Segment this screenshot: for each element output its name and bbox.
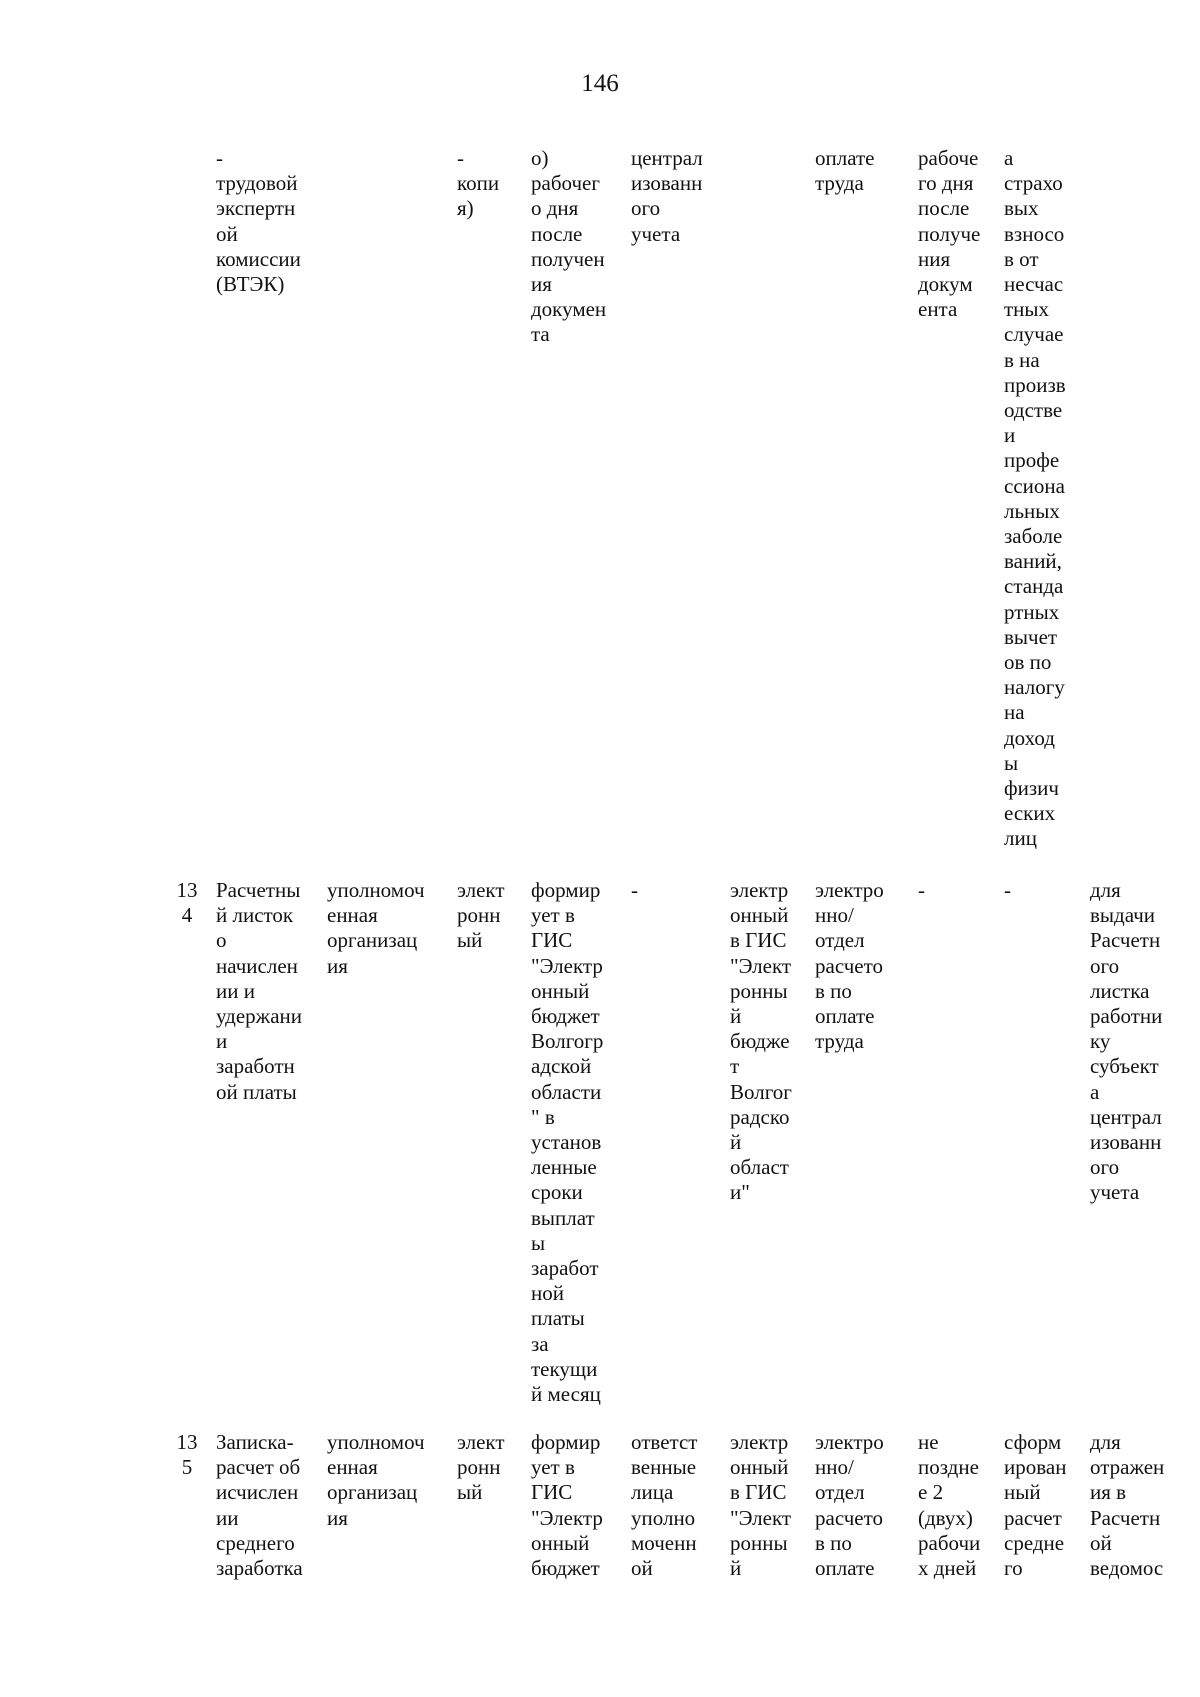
table-cell: сформ ирован ный расчет средне го xyxy=(1004,1430,1067,1581)
table-cell: элект ронн ый xyxy=(457,1430,505,1505)
table-cell: Записка- расчет об исчислен ии среднего заработка xyxy=(216,1430,303,1581)
table-cell: электро нно/ отдел расчето в по оплате труда xyxy=(815,878,884,1054)
table-cell: а страхо вых взносо в от несчас тных случае в на произв одстве и профе ссиона льных заболе ваний, станда ртных вычет ов по налогу на доход ы физич еских лиц xyxy=(1004,146,1066,851)
table-cell: электр онный в ГИС "Элект ронны й xyxy=(730,1430,792,1581)
table-cell: уполномоч енная организац ия xyxy=(327,878,425,978)
table-cell: формир ует в ГИС "Электр онный бюджет Волгогр адской области " в установ ленные сроки выплат ы заработ ной платы за текущи й месяц xyxy=(531,878,604,1407)
table-cell: - копи я) xyxy=(457,146,500,221)
table-cell: не поздне е 2 (двух) рабочи х дней xyxy=(918,1430,981,1581)
table-cell: электр онный в ГИС "Элект ронны й бюдже т Волгог радско й област и" xyxy=(730,878,792,1205)
table-cell: Расчетны й листок о начислен ии и удержани и заработн ой платы xyxy=(216,878,302,1104)
table-cell: централ изованн ого учета xyxy=(631,146,703,246)
table-cell: формир ует в ГИС "Электр онный бюджет xyxy=(531,1430,603,1581)
table-cell: - xyxy=(631,878,638,902)
table-cell: для отражен ия в Расчетн ой ведомос xyxy=(1090,1430,1165,1581)
table-cell: для выдачи Расчетн ого листка работни ку субъект а централ изованн ого учета xyxy=(1090,878,1163,1205)
page-number: 146 xyxy=(581,70,619,97)
table-cell: рабоче го дня после получе ния докум ента xyxy=(918,146,981,322)
table-cell: - xyxy=(918,878,925,902)
table-cell: - трудовой экспертн ой комиссии (ВТЭК) xyxy=(216,146,301,297)
table-cell: о) рабочег о дня после получен ия докумен та xyxy=(531,146,607,347)
table-cell: уполномоч енная организац ия xyxy=(327,1430,425,1530)
table-cell: - xyxy=(1004,878,1011,902)
row-number: 13 5 xyxy=(176,1430,198,1480)
table-cell: оплате труда xyxy=(815,146,875,196)
table-cell: электро нно/ отдел расчето в по оплате xyxy=(815,1430,884,1581)
row-number: 13 4 xyxy=(176,878,198,928)
table-cell: ответст венные лица уполно моченн ой xyxy=(631,1430,698,1581)
table-cell: элект ронн ый xyxy=(457,878,505,953)
